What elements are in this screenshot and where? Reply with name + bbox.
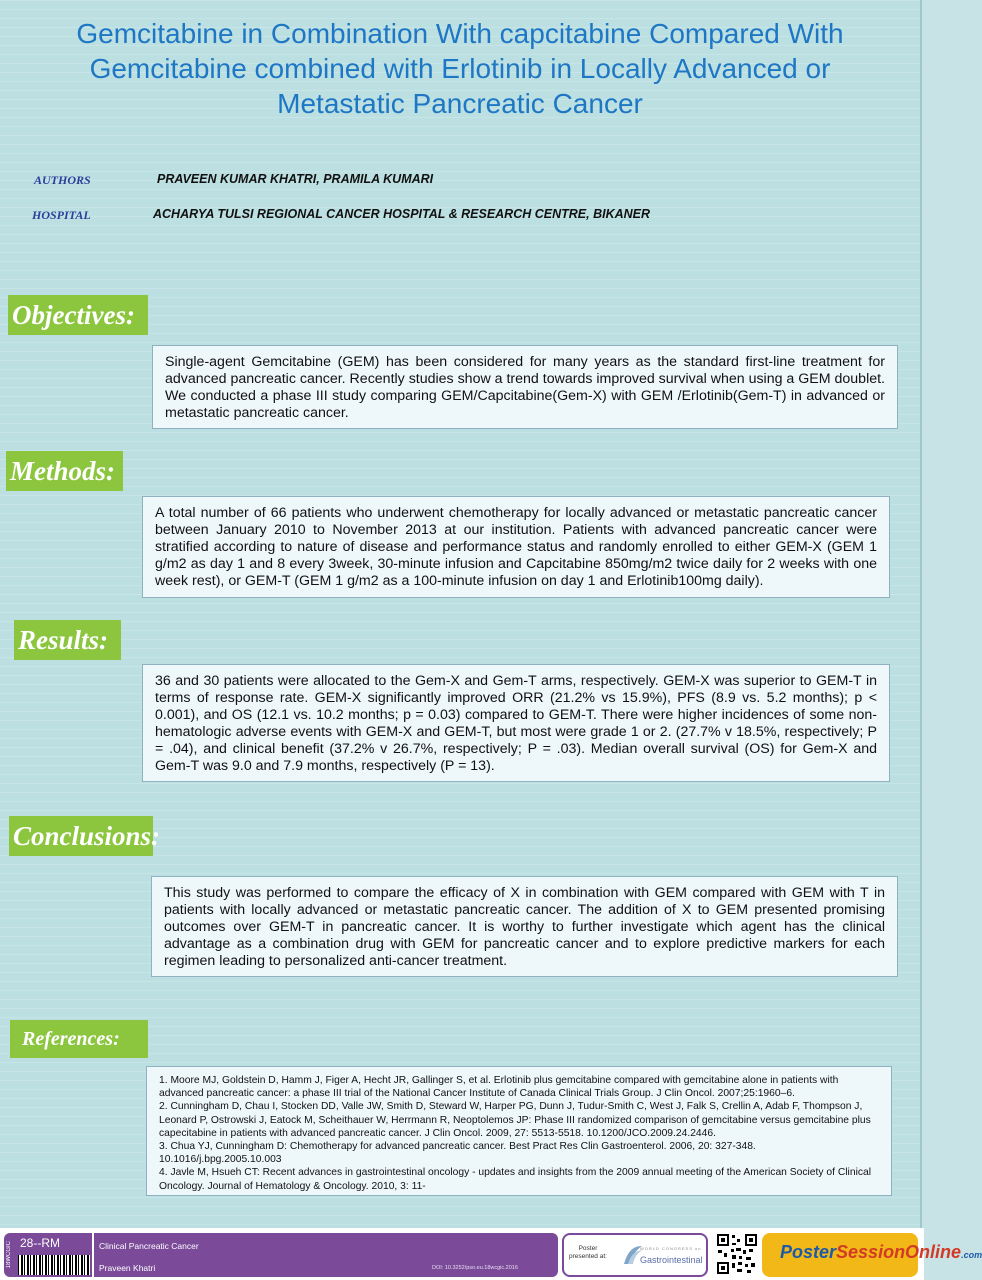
- footer-bar: [0, 1228, 982, 1280]
- poster-author: Praveen Khatri: [99, 1263, 156, 1273]
- poster-session-online-logo[interactable]: [762, 1233, 982, 1277]
- results-heading: Results:: [14, 620, 121, 660]
- methods-box: [142, 496, 890, 598]
- objectives-text: Single-agent Gemcitabine (GEM) has been considered for many years as the standard first-line treatment for advanced pancreatic cancer. Recently studies show a trend towards improved survival when using a GEM doublet. We conducted a phase III study comparing GEM/Capcitabine(Gem-X) with GEM /Erlotinib(Gem-T) in advanced or metastatic pancreatic cancer.: [165, 354, 886, 421]
- objectives-box: [152, 345, 898, 429]
- poster-id-block: [4, 1233, 92, 1277]
- conclusions-text: This study was performed to compare the efficacy of X in combination with GEM compared with GEM with T in patients with locally advanced or metastatic pancreatic cancer. The addition of X to GEM presented promising outcomes over GEM-T in pancreatic cancer. It is worthy to further investigate which agent has the clinical advantage as a combination drug with GEM for pancreatic cancer and to explore predictive markers for each regimen leading to personalized anti-cancer treatment.: [164, 885, 885, 969]
- poster-title: Gemcitabine in Combination With capcitabine Compared With Gemcitabine combined with Erlotinib in Locally Advanced or Metastatic Pancreatic Cancer: [76, 18, 844, 119]
- brand-suffix: .com: [961, 1250, 982, 1260]
- authors-label: AUTHORS: [34, 173, 91, 187]
- brand-text: [780, 1242, 982, 1263]
- poster-doi: DOI: 10.3252/pso.eu.18wcgic.2016: [432, 1265, 518, 1271]
- references-box: [146, 1066, 892, 1196]
- congress-name: Gastrointestinal: [640, 1255, 703, 1265]
- congress-small-text: WORLD CONGRESS on: [640, 1246, 702, 1251]
- hospital-label: HOSPITAL: [32, 208, 91, 222]
- poster-info-block: [94, 1233, 558, 1277]
- poster-code: 28--RM: [20, 1236, 61, 1250]
- hospital-value: ACHARYA TULSI REGIONAL CANCER HOSPITAL & RESEARCH CENTRE, BIKANER: [153, 207, 651, 221]
- results-text: 36 and 30 patients were allocated to the Gem-X and Gem-T arms, respectively. GEM-X was superior to GEM-T in terms of response rate. GEM-X significantly improved ORR (21.2% vs 15.9%), PFS (8.9 vs. 5.2 months); p < 0.001), and OS (12.1 vs. 10.2 months; p = 0.03) compared to GEM-T. There were higher incidences of some non-hematologic adverse events with GEM-X and GEM-T, but most were grade 1 or 2. (27.7% v 18.5%, respectively; P = .04), and clinical benefit (37.2% v 26.7%, respectively; P = .03). Median overall survival (OS) for Gem-X and Gem-T was 9.0 and 7.9 months, respectively (P = 13).: [155, 673, 877, 774]
- congress-code: 18WCGIC: [6, 1241, 12, 1269]
- brand-part1: Poster: [780, 1242, 837, 1262]
- reference-item: 4. Javle M, Hsueh CT: Recent advances in gastrointestinal oncology - updates and insights from the 2009 annual meeting of the American Society of Clinical Oncology. Journal of Hematology & Oncology. 2010, 3: 11-: [159, 1167, 872, 1192]
- references-heading: References:: [10, 1020, 148, 1058]
- poster-category: Clinical Pancreatic Cancer: [99, 1241, 199, 1251]
- brand-part2: SessionOnline: [836, 1242, 962, 1262]
- conclusions-heading: Conclusions:: [9, 816, 153, 856]
- barcode-icon: [18, 1255, 90, 1275]
- reference-item: 1. Moore MJ, Goldstein D, Hamm J, Figer A, Hecht JR, Gallinger S, et al. Erlotinib plus gemcitabine compared with gemcitabine alone in patients with advanced pancreatic cancer: a phase III trial of the National Cancer Institute of Canada Clinical Trials Group. J Clin Oncol. 2007;25:1960–6.: [159, 1075, 839, 1100]
- methods-heading: Methods:: [6, 451, 123, 491]
- presented-at-label: Poster presented at:: [569, 1245, 607, 1260]
- reference-item: 2. Cunningham D, Chau I, Stocken DD, Valle JW, Smith D, Steward W, Harper PG, Dunn J, Tudur-Smith C, West J, Falk S, Crellin A, Adab F, Thompson J, Leonard P, Ostrowski J, Eatock M, Scheithauer W, Herrmann R, Neoptolemos JP: Phase III randomized comparison of gemcitabine versus gemcitabine plus capecitabine in patients with advanced pancreatic cancer. J Clin Oncol. 2009, 27: 5513-5518. 10.1200/JCO.2009.24.2446.: [159, 1101, 871, 1139]
- conclusions-box: [151, 876, 898, 977]
- methods-text: A total number of 66 patients who underwent chemotherapy for locally advanced or metastatic pancreatic cancer between January 2010 to November 2013 at our institution. Patients with advanced pancreatic cancer were stratified according to nature of disease and performance status and randomly enrolled to either GEM-X (GEM 1 g/m2 as day 1 and 8 every 3week, 30-minute infusion and Capcitabine 850mg/m2 twice daily for 2 weeks with one week rest), or GEM-T (GEM 1 g/m2 as a 100-minute infusion on day 1 and Erlotinib100mg daily).: [155, 505, 877, 589]
- qr-code-icon[interactable]: [716, 1233, 758, 1275]
- presented-at-block: [562, 1233, 708, 1277]
- authors-value: PRAVEEN KUMAR KHATRI, PRAMILA KUMARI: [157, 172, 434, 186]
- results-box: [142, 664, 890, 782]
- objectives-heading: Objectives:: [8, 295, 148, 335]
- reference-item: 3. Chua YJ, Cunningham D: Chemotherapy for advanced pancreatic cancer. Best Pract Res Clin Gastroenterol. 2006, 20: 327-348. 10.1016/j.bpg.2005.10.003: [159, 1141, 756, 1166]
